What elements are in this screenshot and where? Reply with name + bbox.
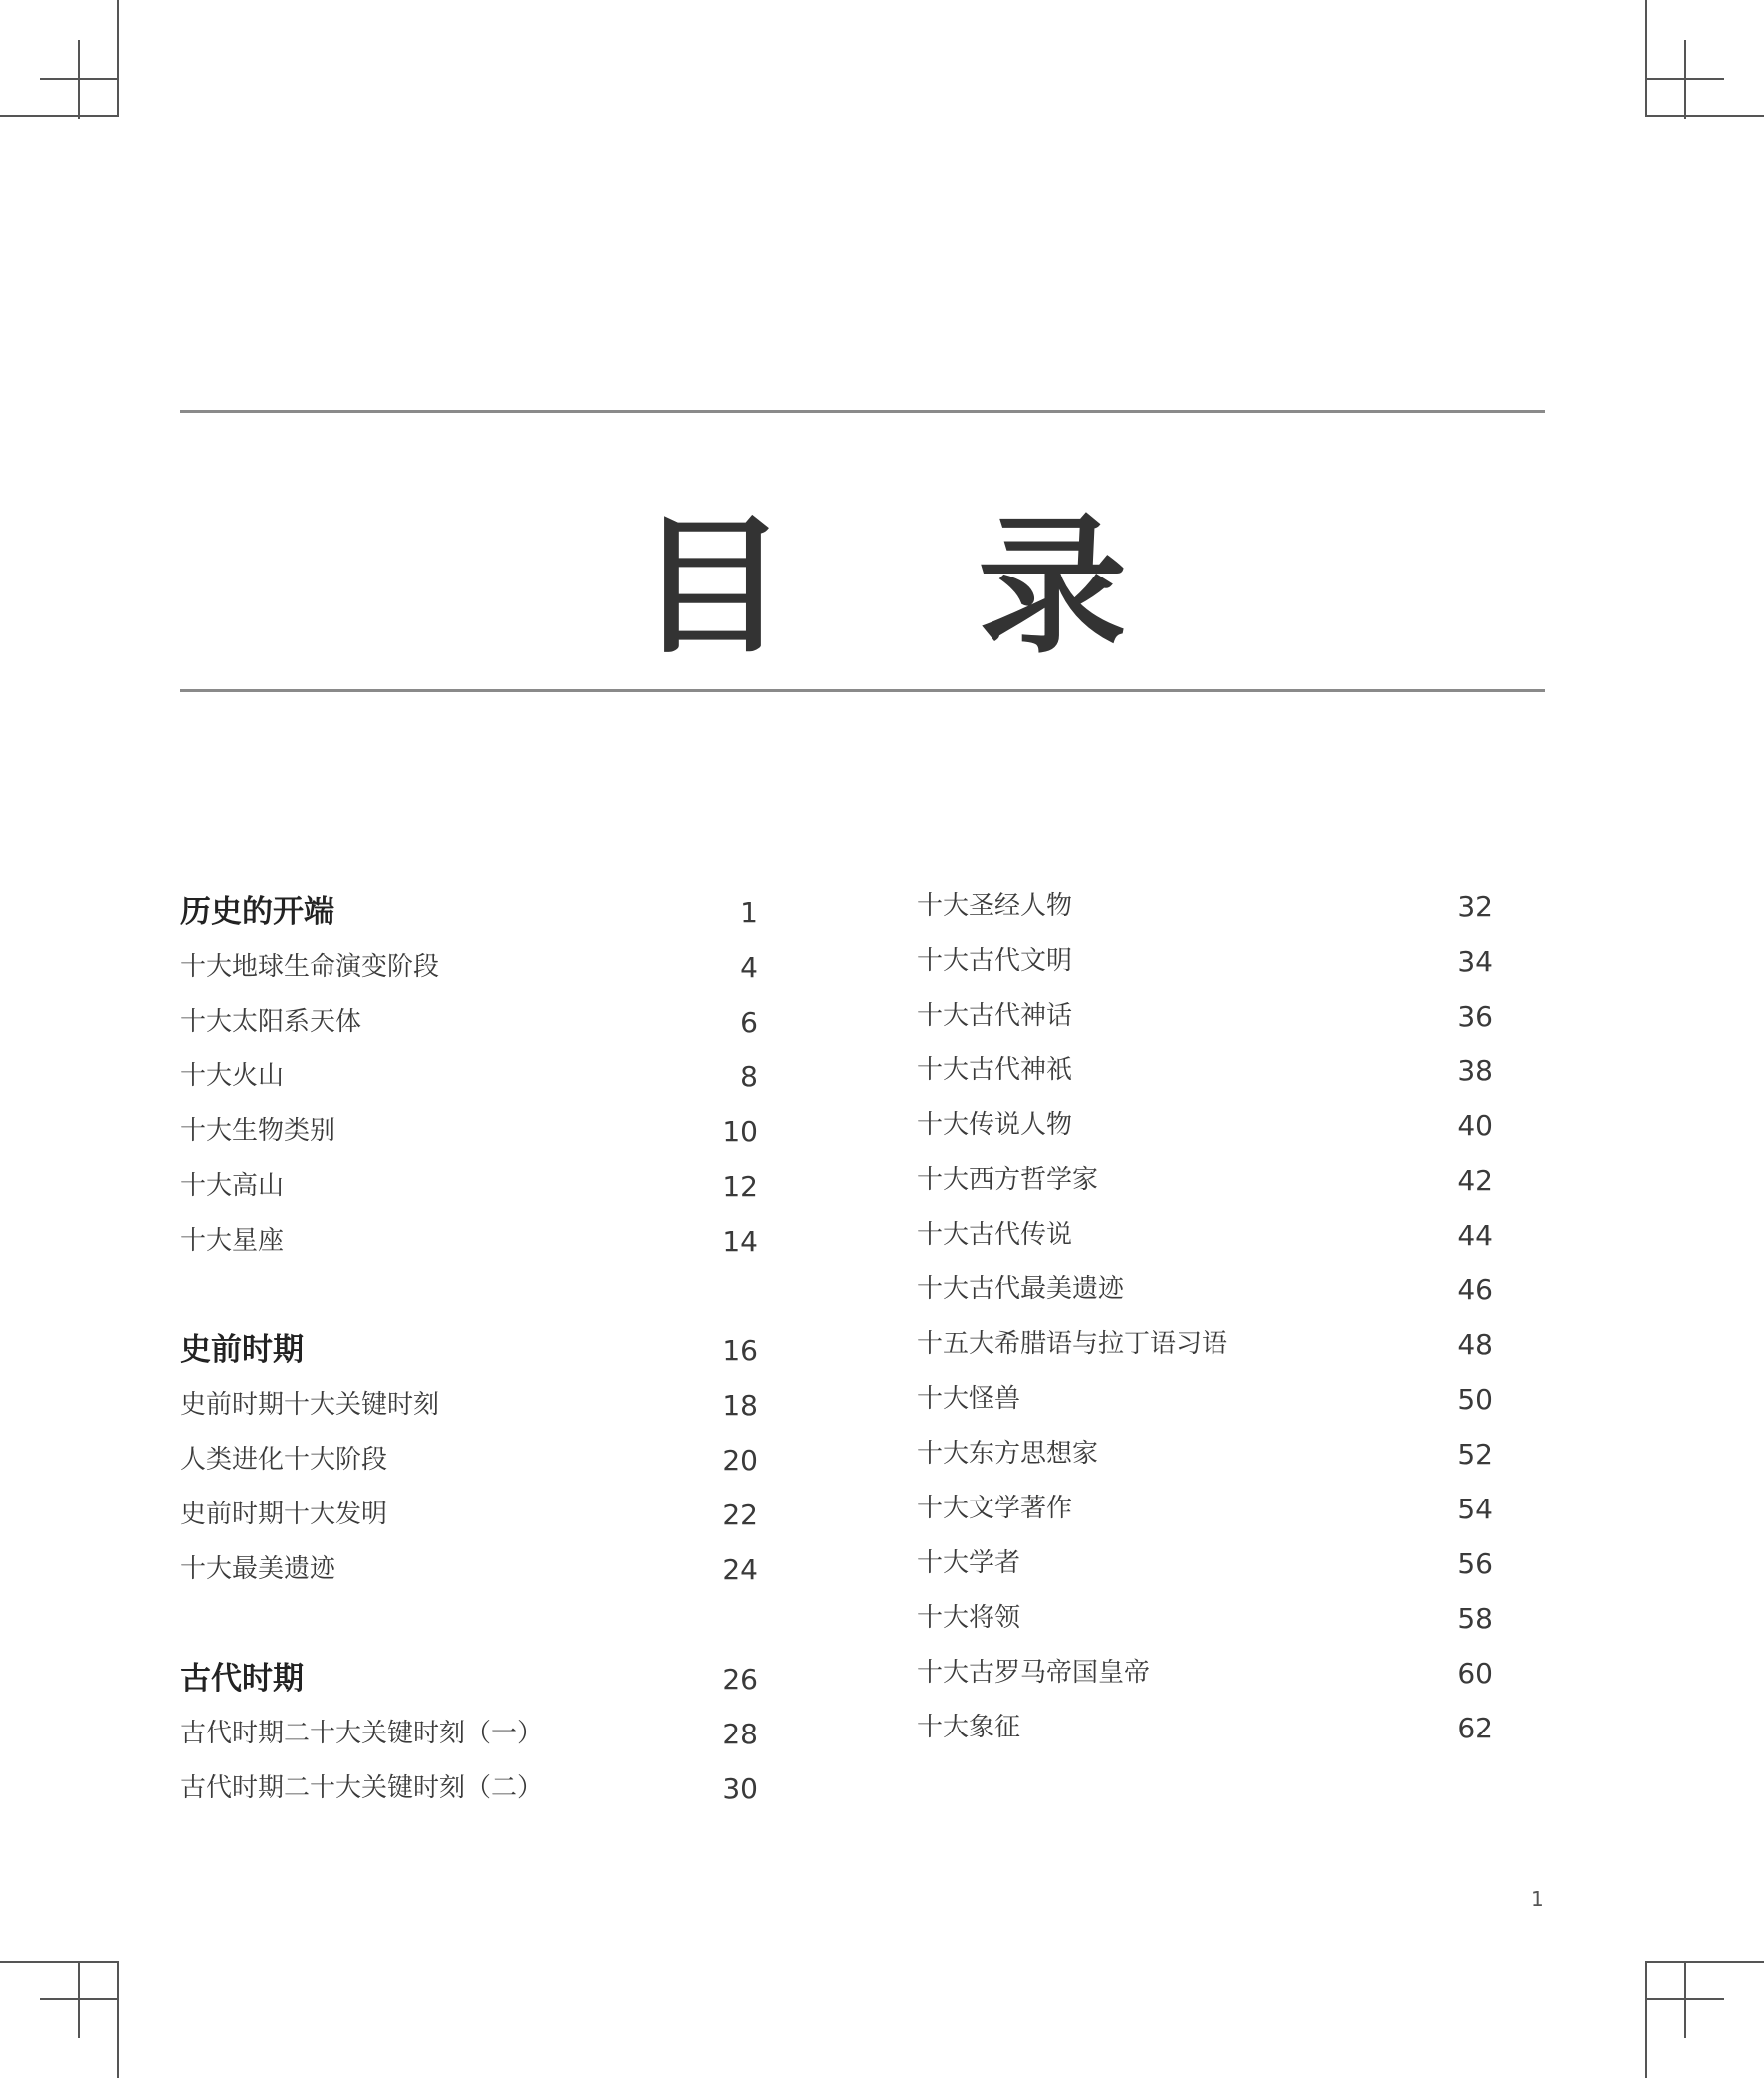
- toc-right-column: [917, 885, 1493, 1761]
- entry-title: 十大古代文明: [917, 946, 1073, 976]
- entry-title: 十大古代最美遗迹: [917, 1274, 1125, 1304]
- entry-page: 6: [740, 1006, 758, 1039]
- entry-title: 古代时期二十大关键时刻（二）: [180, 1773, 544, 1803]
- toc-entry[interactable]: [180, 1494, 758, 1548]
- toc-entry[interactable]: [180, 1110, 758, 1165]
- section-spacer: [180, 1274, 758, 1329]
- entry-page: 40: [1457, 1109, 1493, 1142]
- page-number: 1: [1531, 1887, 1544, 1911]
- entry-page: 50: [1457, 1383, 1493, 1416]
- section-page: 1: [740, 896, 758, 929]
- entry-page: 36: [1457, 1000, 1493, 1033]
- entry-page: 62: [1457, 1712, 1493, 1744]
- entry-title: 史前时期十大发明: [180, 1500, 388, 1529]
- toc-entry[interactable]: [180, 1439, 758, 1494]
- toc-entry[interactable]: [917, 1159, 1493, 1214]
- entry-page: 22: [722, 1499, 758, 1531]
- entry-title: 十大生物类别: [180, 1116, 336, 1146]
- entry-title: 十大象征: [917, 1713, 1021, 1742]
- entry-title: 十大古代神祇: [917, 1055, 1073, 1085]
- toc-entry[interactable]: [917, 1378, 1493, 1433]
- entry-page: 24: [722, 1553, 758, 1586]
- toc-entry[interactable]: [917, 1488, 1493, 1542]
- toc-entry[interactable]: [180, 1055, 758, 1110]
- entry-title: 十大怪兽: [917, 1384, 1021, 1414]
- entry-title: 十大太阳系天体: [180, 1007, 362, 1037]
- toc-entry[interactable]: [917, 1323, 1493, 1378]
- entry-page: 56: [1457, 1547, 1493, 1580]
- toc-entry[interactable]: [917, 1214, 1493, 1269]
- entry-title: 人类进化十大阶段: [180, 1445, 388, 1475]
- entry-page: 12: [722, 1170, 758, 1203]
- toc-entry[interactable]: [917, 1104, 1493, 1159]
- toc-entry[interactable]: [917, 940, 1493, 995]
- toc-section-heading[interactable]: [180, 891, 758, 946]
- toc-entry[interactable]: [917, 1652, 1493, 1707]
- entry-title: 十大地球生命演变阶段: [180, 952, 440, 982]
- entry-page: 60: [1457, 1657, 1493, 1690]
- entry-page: 32: [1457, 890, 1493, 923]
- toc-entry[interactable]: [917, 1433, 1493, 1488]
- section-spacer: [180, 1603, 758, 1658]
- entry-page: 38: [1457, 1054, 1493, 1087]
- toc-section-heading[interactable]: [180, 1329, 758, 1384]
- toc-entry[interactable]: [180, 1001, 758, 1055]
- toc-entry[interactable]: [180, 1548, 758, 1603]
- toc-entry[interactable]: [180, 1767, 758, 1822]
- entry-title: 十大星座: [180, 1226, 285, 1256]
- entry-title: 十大圣经人物: [917, 891, 1073, 921]
- toc-entry[interactable]: [180, 1713, 758, 1767]
- toc-entry[interactable]: [917, 1542, 1493, 1597]
- toc-section-heading[interactable]: [180, 1658, 758, 1713]
- entry-title: 史前时期十大关键时刻: [180, 1390, 440, 1420]
- entry-title: 十大文学著作: [917, 1494, 1073, 1523]
- toc-entry[interactable]: [917, 885, 1493, 940]
- entry-page: 58: [1457, 1602, 1493, 1635]
- toc-entry[interactable]: [917, 1597, 1493, 1652]
- entry-title: 十大西方哲学家: [917, 1165, 1099, 1195]
- toc-entry[interactable]: [180, 1220, 758, 1274]
- entry-title: 十大传说人物: [917, 1110, 1073, 1140]
- bottom-rule: [180, 689, 1545, 692]
- entry-page: 8: [740, 1060, 758, 1093]
- toc-entry[interactable]: [180, 946, 758, 1001]
- entry-title: 十大高山: [180, 1171, 285, 1201]
- toc-entry[interactable]: [917, 1269, 1493, 1323]
- entry-page: 28: [722, 1718, 758, 1750]
- toc-left-column: [180, 891, 758, 1822]
- section-title: 历史的开端: [180, 894, 334, 930]
- entry-page: 42: [1457, 1164, 1493, 1197]
- entry-title: 十大古代传说: [917, 1220, 1073, 1250]
- entry-page: 54: [1457, 1493, 1493, 1525]
- entry-page: 10: [722, 1115, 758, 1148]
- section-title: 古代时期: [180, 1661, 304, 1697]
- section-page: 26: [722, 1663, 758, 1696]
- entry-page: 4: [740, 951, 758, 984]
- toc-entry[interactable]: [917, 1707, 1493, 1761]
- toc-entry[interactable]: [917, 995, 1493, 1049]
- top-rule: [180, 410, 1545, 413]
- entry-title: 十大将领: [917, 1603, 1021, 1633]
- entry-page: 46: [1457, 1273, 1493, 1306]
- toc-entry[interactable]: [180, 1165, 758, 1220]
- page-title: 目 录: [636, 501, 1198, 674]
- entry-page: 34: [1457, 945, 1493, 978]
- entry-page: 18: [722, 1389, 758, 1422]
- entry-title: 十大火山: [180, 1061, 285, 1091]
- entry-page: 20: [722, 1444, 758, 1477]
- section-page: 16: [722, 1334, 758, 1367]
- entry-page: 44: [1457, 1219, 1493, 1252]
- entry-title: 十五大希腊语与拉丁语习语: [917, 1329, 1228, 1359]
- toc-entry[interactable]: [180, 1384, 758, 1439]
- entry-page: 48: [1457, 1328, 1493, 1361]
- entry-title: 十大学者: [917, 1548, 1021, 1578]
- entry-title: 十大东方思想家: [917, 1439, 1099, 1469]
- entry-title: 古代时期二十大关键时刻（一）: [180, 1719, 544, 1748]
- entry-page: 30: [722, 1772, 758, 1805]
- entry-title: 十大古罗马帝国皇帝: [917, 1658, 1151, 1688]
- entry-title: 十大古代神话: [917, 1001, 1073, 1031]
- entry-page: 52: [1457, 1438, 1493, 1471]
- entry-title: 十大最美遗迹: [180, 1554, 336, 1584]
- section-title: 史前时期: [180, 1332, 304, 1368]
- entry-page: 14: [722, 1225, 758, 1258]
- toc-entry[interactable]: [917, 1049, 1493, 1104]
